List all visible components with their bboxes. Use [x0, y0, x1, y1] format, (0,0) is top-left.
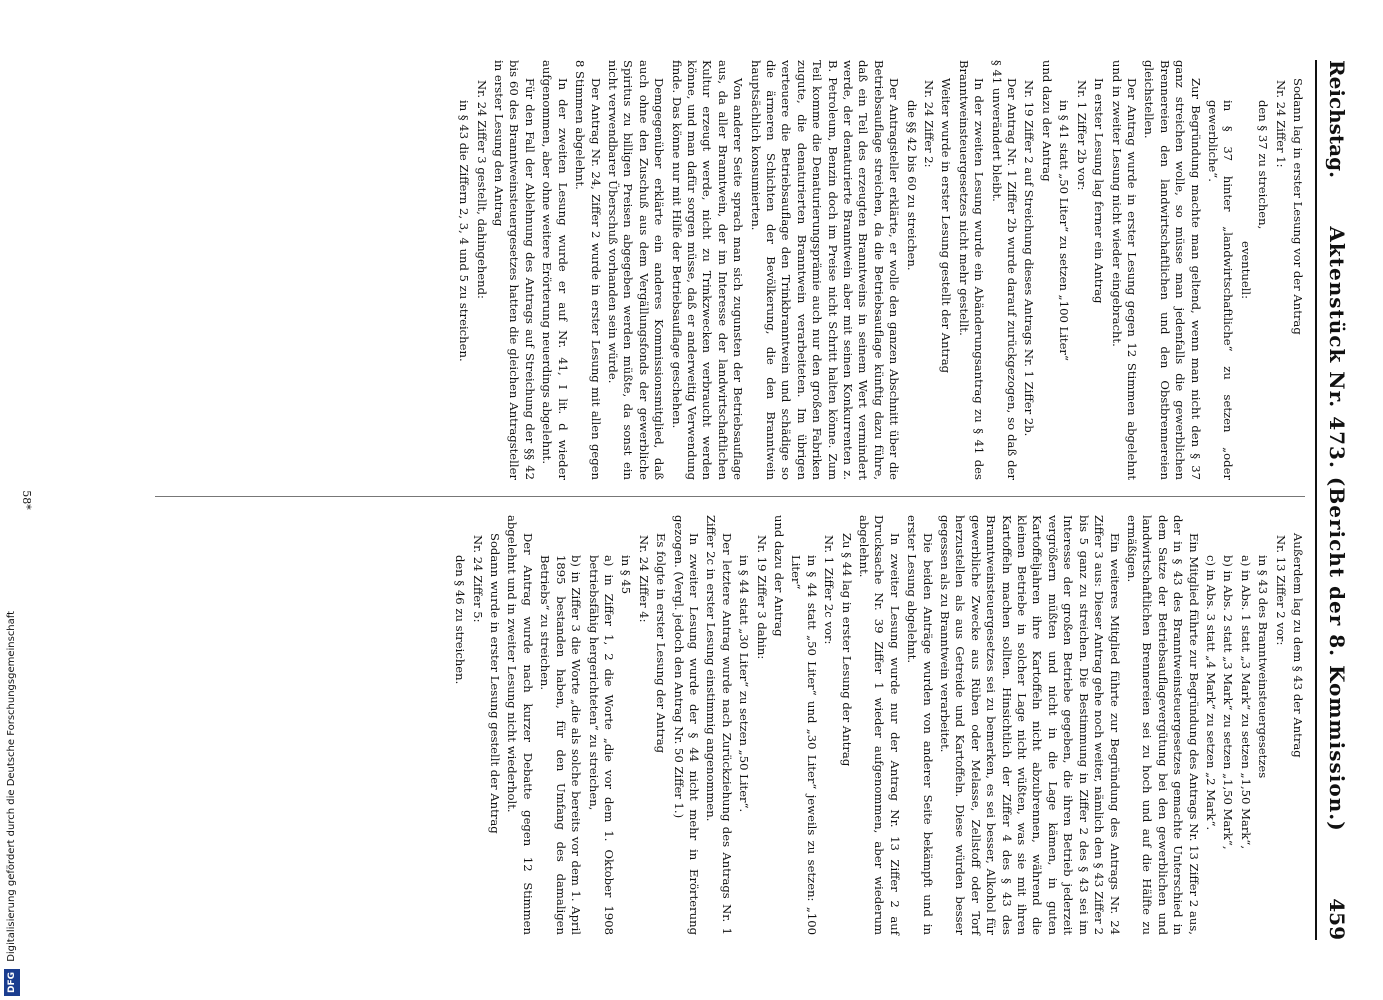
footer-page-marker: 58* [20, 490, 33, 510]
paragraph: Nr. 24 Ziffer 2: [922, 80, 937, 168]
paragraph: Der Antrag Nr. 24, Ziffer 2 wurde in erster Lesung mit allen gegen 8 Stimmen abgelehnt. [573, 60, 603, 480]
digitization-text: Digitalisierung gefördert durch die Deutsche Forschungsgemeinschaft [6, 610, 17, 962]
paragraph: den § 37 zu streichen, [1256, 100, 1271, 230]
left-column [454, 60, 1305, 480]
right-column [450, 515, 1305, 935]
paragraph: Zur Begründung machte man geltend, wenn man nicht den § 37 ganz streichen wolle, so müsse man jedenfalls die gewerblichen Brennereien den landwirtschaftlichen und den Obstbrennereien gleichstellen. [1142, 60, 1203, 480]
paragraph: Weiter wurde in erster Lesung gestellt der Antrag [939, 78, 954, 374]
paragraph: den § 46 zu streichen. [453, 555, 468, 685]
paragraph: Für den Fall der Ablehnung des Antrags auf Streichung der §§ 42 bis 60 des Branntweinsteuergesetzes hatten die gleichen Antragsteller in erster Lesung den Antrag [492, 60, 537, 480]
paragraph: Nr. 1 Ziffer 2b vor: [1074, 80, 1089, 191]
paragraph: Nr. 19 Ziffer 2 auf Streichung dieses Antrags Nr. 1 Ziffer 2b. [1022, 80, 1037, 437]
paragraph: in § 41 statt „50 Liter“ zu setzen „100 Liter“ [1057, 100, 1072, 361]
paragraph: eventuell: [1238, 240, 1253, 300]
paragraph: Nr. 24 Ziffer 1: [1273, 80, 1288, 168]
paragraph: Der Antragsteller erklärte, er wolle den ganzen Abschnitt über die Betriebsauflage streichen, da die Betriebsauflage künftig dazu führe, daß ein Teil des erzeugten Branntweins in seinem Wert vermindert werde, der denaturierte Branntwein aber mit seinen Konkurrenten z. B. Petroleum, Benzin doch im Preise nicht Schritt halten könne. Zum Teil komme die Denaturierungsprämie auch nur den großen Fabriken zugute, die denaturierten Branntwein verarbeiteten. Im übrigen verteuere die Betriebsauflage den Trinkbranntwein und schädige so die ärmeren Schichten der Bevölkerung, die den Branntwein hauptsächlich konsumierten. [748, 60, 902, 480]
paragraph: in § 44 statt „50 Liter“ und „30 Liter“ jeweils zu setzen: „100 Liter“ [789, 555, 819, 935]
paragraph: Nr. 1 Ziffer 2c vor: [822, 535, 837, 645]
paragraph: Nr. 24 Ziffer 3 gestellt, dahingehend: [474, 80, 489, 299]
paragraph: Ein weiteres Mitglied führte zur Begründung des Antrags Nr. 24 Ziffer 3 aus: Dieser Antrag gehe noch weiter, nämlich den § 43 Ziffer 2 bis 5 ganz zu streichen. Die Bestimmung in Ziffer 2 des § 43 sei im Interesse der großen Betriebe gegeben, die ihren Betrieb jederzeit vergrößern müßten und nicht in die Lage kämen, in guten Kartoffeljahren ihre Kartoffeln nicht abzubrennen, während die kleinen Betriebe in solcher Lage nicht wüßten, was sie mit ihren Kartoffeln machen sollten. Hinsichtlich der Ziffer 4 des § 43 des Branntweinsteuergesetzes sei zu bemerken, es sei besser, Alkohol für gewerbliche Zwecke aus Rüben oder Melasse, Zellstoff oder Torf herzustellen als aus Getreide und Kartoffeln. Diese würden besser gegessen als zu Branntwein verarbeitet. [938, 515, 1122, 935]
paragraph: In zweiter Lesung wurde der § 44 nicht mehr in Erörterung gezogen. (Vergl. jedoch den Antrag Nr. 50 Ziffer 1.) [671, 515, 701, 935]
header-title: Aktenstück Nr. 473. (Bericht der 8. Kommission.) [1325, 226, 1349, 832]
paragraph: Der Antrag wurde in erster Lesung gegen 12 Stimmen abgelehnt und in zweiter Lesung nicht wieder eingebracht. [1109, 60, 1139, 480]
paragraph: Nr. 13 Ziffer 2 vor: [1273, 535, 1288, 646]
page-header [1325, 60, 1353, 940]
paragraph: Von anderer Seite sprach man sich zugunsten der Betriebsauflage aus, da aller Branntwein, der im Interesse der landwirtschaftlichen Kultur erzeugt werde, nicht zu Trinkzwecken verbraucht werden könne, und man dafür sorgen müsse, daß er anderweitig Verwendung finde. Das könne nur mit Hilfe der Betriebsauflage geschehen. [669, 60, 746, 480]
paragraph: In erster Lesung lag ferner ein Antrag [1092, 78, 1107, 304]
column-divider [155, 496, 1305, 497]
paragraph: in § 43 die Ziffern 2, 3, 4 und 5 zu streichen. [457, 100, 472, 362]
paragraph: Der Antrag Nr. 1 Ziffer 2b wurde darauf zurückgezogen, so daß der § 41 unverändert bleibt. [989, 60, 1020, 480]
digitization-note [4, 606, 20, 996]
paragraph: b) in Ziffer 3 die Worte „die als solche bereits vor dem 1. April 1895 bestanden haben, für den Umfang des damaligen Betriebs“ zu streichen. [538, 555, 584, 935]
paragraph: Ein Mitglied führte zur Begründung des Antrags Nr. 13 Ziffer 2 aus, der in § 43 des Branntweinsteuergesetzes gemachte Unterschied in dem Satze der Betriebsauflagevergütung bei den gewerblichen und landwirtschaftlichen Brennereien sei zu hoch und auf die Hälfte zu ermäßigen. [1124, 515, 1201, 935]
paragraph: In der zweiten Lesung wurde er auf Nr. 41, I lit. d wieder aufgenommen, aber ohne weitere Erörterung neuerdings abgelehnt. [540, 60, 570, 480]
dfg-logo: DFG [4, 969, 20, 996]
paragraph: in § 45 [619, 555, 634, 595]
paragraph: Zu § 44 lag in erster Lesung der Antrag [839, 533, 854, 767]
paragraph: Der Antrag wurde nach kurzer Debatte gegen 12 Stimmen abgelehnt und in zweiter Lesung nicht wiederholt. [505, 515, 535, 935]
paragraph: a) in Ziffer 1, 2 die Worte „die vor dem 1. Oktober 1908 betriebsfähig hergerichteten“ zu streichen, [586, 555, 616, 935]
paragraph: In der zweiten Lesung wurde ein Abänderungsantrag zu § 41 des Branntweinsteuergesetzes nicht mehr gestellt. [956, 60, 987, 480]
paragraph: In zweiter Lesung wurde nur der Antrag Nr. 13 Ziffer 2 auf Drucksache Nr. 39 Ziffer 1 wieder aufgenommen, aber wiederum abgelehnt. [857, 515, 902, 935]
paragraph: a) in Abs. 1 statt „3 Mark“ zu setzen „1,50 Mark“, [1238, 555, 1253, 850]
paragraph: Sodann wurde in erster Lesung gestellt der Antrag [488, 533, 503, 834]
paragraph: b) in Abs. 2 statt „3 Mark“ zu setzen „1,50 Mark“, [1221, 555, 1236, 850]
paragraph: Außerdem lag zu dem § 43 der Antrag [1291, 533, 1305, 758]
header-rule [1315, 60, 1317, 940]
paragraph: c) in Abs. 3 statt „4 Mark“ zu setzen „2 Mark“. [1203, 555, 1218, 831]
paragraph: Nr. 24 Ziffer 5: [470, 535, 485, 623]
paragraph: in § 43 des Branntweinsteuergesetzes [1256, 555, 1271, 779]
paragraph: Nr. 24 Ziffer 4: [636, 535, 651, 623]
paragraph: und dazu der Antrag [772, 515, 786, 637]
header-left: Reichstag. [1325, 60, 1349, 179]
paragraph: die §§ 42 bis 60 zu streichen. [904, 100, 919, 271]
paragraph: in § 44 statt „30 Liter“ zu setzen „50 Liter“. [737, 555, 752, 813]
paragraph: Die beiden Anträge wurden von anderer Seite bekämpft und in erster Lesung abgelehnt. [905, 515, 935, 935]
paragraph: in § 37 hinter „landwirtschaftliche“ zu setzen „oder gewerbliche“. [1205, 100, 1236, 480]
paragraph: Es folgte in erster Lesung der Antrag [654, 533, 669, 754]
paragraph: Sodann lag in erster Lesung vor der Antrag [1291, 78, 1305, 335]
page-number: 459 [1325, 898, 1349, 940]
paragraph: Nr. 19 Ziffer 3 dahin: [754, 535, 769, 660]
paragraph: Demgegenüber erklärte ein anderes Kommissionsmitglied, daß auch ohne den Zuschuß aus dem Vergällungsfonds der gewerbliche Spiritus zu billigen Preisen abgegeben werden müßte, da sonst ein nicht verwendbarer Überschuß vorhanden sein würde. [605, 60, 667, 480]
paragraph: Der letztere Antrag wurde nach Zurückziehung des Antrags Nr. 1 Ziffer 2c in erster Lesung einstimmig angenommen. [704, 515, 734, 935]
paragraph: und dazu der Antrag [1039, 60, 1054, 182]
